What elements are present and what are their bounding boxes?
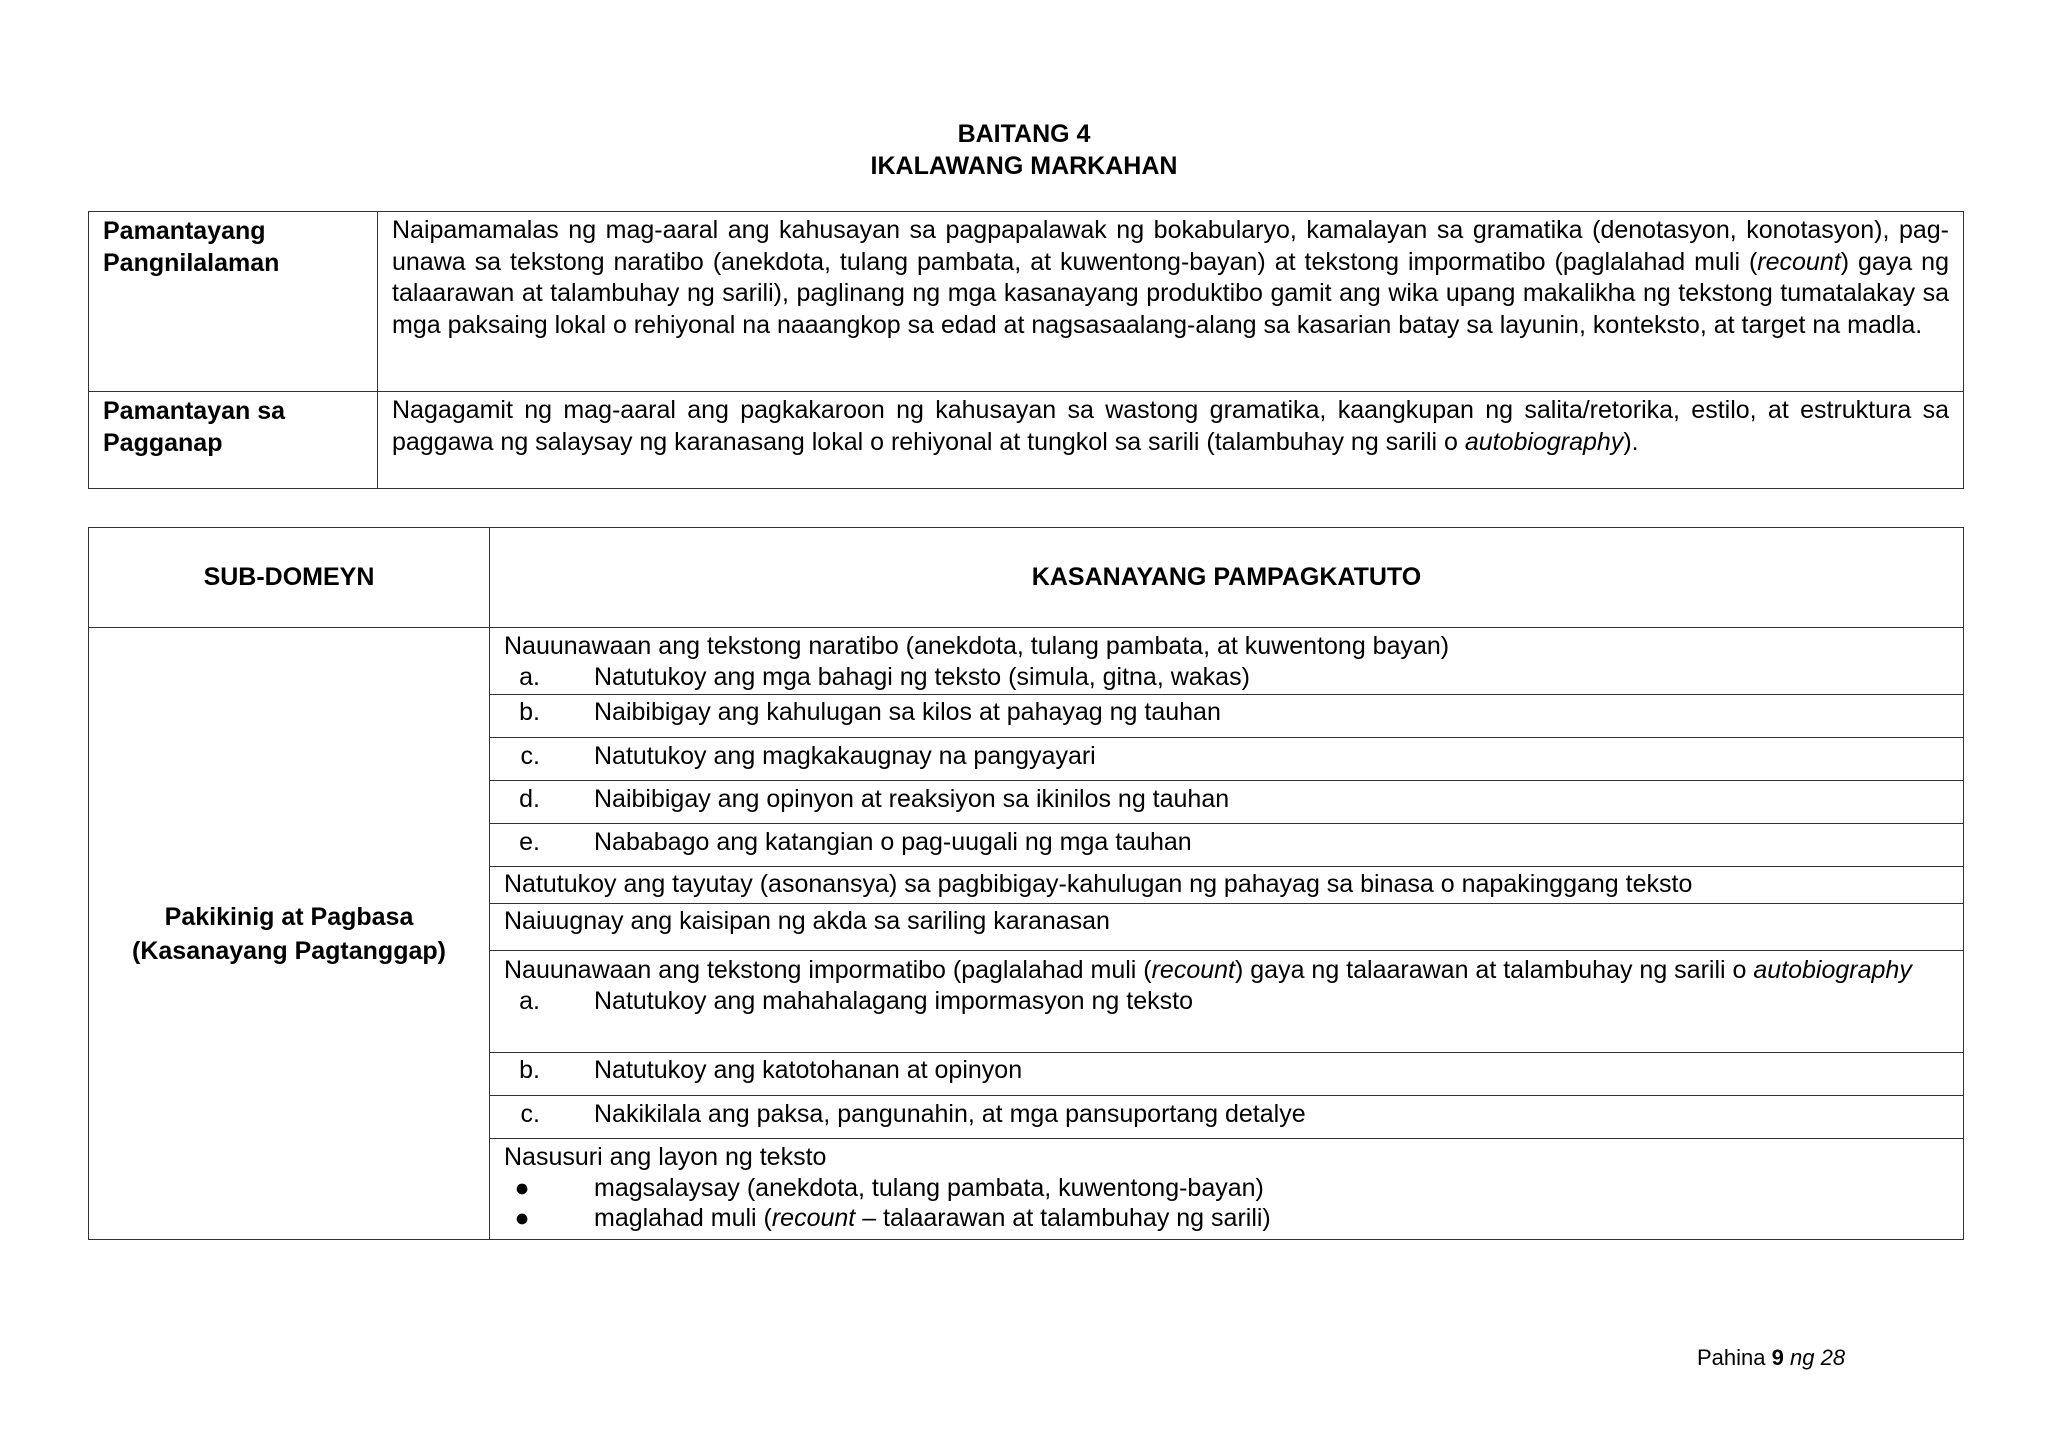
competency-cell	[490, 1053, 1964, 1096]
competency-header: KASANAYANG PAMPAGKATUTO	[490, 528, 1964, 628]
list-item: ● magsalaysay (anekdota, tulang pambata, kuwentong-bayan)	[514, 1174, 1264, 1202]
list-item: ● maglahad muli (recount – talaarawan at talambuhay ng sarili)	[514, 1204, 1271, 1232]
performance-standard-text: Nagagamit ng mag-aaral ang pagkakaroon ng kahusayan sa wastong gramatika, kaangkupan ng salita/retorika, estilo, at estruktura sa paggawa ng salaysay ng karanasang lokal o rehiyonal at tungkol sa sarili (talambuhay ng sarili o autobiography).	[378, 392, 1964, 489]
list-item: a. Natutukoy ang mga bahagi ng teksto (simula, gitna, wakas)	[519, 663, 1250, 691]
list-item: c. Nakikilala ang paksa, pangunahin, at mga pansuportang detalye	[520, 1100, 1306, 1128]
list-item: c. Natutukoy ang magkakaugnay na pangyayari	[520, 742, 1096, 770]
competency-intro: Nasusuri ang layon ng teksto	[504, 1143, 827, 1171]
grade-title: BAITANG 4	[957, 120, 1091, 148]
competency-cell: Naiuugnay ang kaisipan ng akda sa sariling karanasan	[490, 904, 1964, 951]
competency-cell	[490, 781, 1964, 824]
competency-cell	[490, 1139, 1964, 1240]
content-standard-text: Naipamamalas ng mag-aaral ang kahusayan sa pagpapalawak ng bokabularyo, kamalayan sa gramatika (denotasyon, konotasyon), pag-unawa sa tekstong naratibo (anekdota, tulang pambata, at kuwentong-bayan) at tekstong impormatibo (paglalahad muli (recount) gaya ng talaarawan at talambuhay ng sarili), paglinang ng mga kasanayang produktibo gamit ang wika upang makalikha ng tekstong tumatalakay sa mga paksaing lokal o rehiyonal na naaangkop sa edad at nagsasaalang-alang sa kasarian batay sa layunin, konteksto, at target na madla.	[378, 212, 1964, 392]
competency-table	[88, 527, 1964, 1240]
competency-cell	[490, 628, 1964, 695]
standards-table	[88, 211, 1964, 489]
table-header-row	[89, 528, 1964, 628]
list-item: b. Natutukoy ang katotohanan at opinyon	[519, 1056, 1023, 1084]
competency-intro: Nauunawaan ang tekstong naratibo (anekdota, tulang pambata, at kuwentong bayan)	[504, 632, 1450, 660]
competency-cell	[490, 824, 1964, 867]
list-item: e. Nababago ang katangian o pag-uugali ng mga tauhan	[519, 828, 1192, 856]
content-standard-row	[89, 212, 1964, 392]
list-item: a. Natutukoy ang mahahalagang impormasyon ng teksto	[519, 987, 1193, 1015]
competency-intro: Nauunawaan ang tekstong impormatibo (paglalahad muli (recount) gaya ng talaarawan at talambuhay ng sarili o autobiography	[504, 956, 1912, 984]
list-item: b. Naibibigay ang kahulugan sa kilos at pahayag ng tauhan	[519, 698, 1221, 726]
page-number: Pahina 9 ng 28	[1697, 1345, 1846, 1370]
list-item: d. Naibibigay ang opinyon at reaksiyon sa ikinilos ng tauhan	[519, 785, 1230, 813]
subdomain-cell	[89, 628, 490, 1240]
competency-cell	[490, 738, 1964, 781]
subdomain-name: Pakikinig at Pagbasa	[164, 902, 414, 931]
competency-cell: Natutukoy ang tayutay (asonansya) sa pagbibigay-kahulugan ng pahayag sa binasa o napakinggang teksto	[490, 867, 1964, 904]
quarter-title: IKALAWANG MARKAHAN	[870, 152, 1178, 180]
competency-cell	[490, 1096, 1964, 1139]
performance-standard-label: Pamantayan sa Pagganap	[89, 392, 378, 489]
table-row	[89, 628, 1964, 695]
competency-cell	[490, 951, 1964, 1053]
content-standard-label: Pamantayang Pangnilalaman	[89, 212, 378, 392]
performance-standard-row	[89, 392, 1964, 489]
subdomain-type: (Kasanayang Pagtanggap)	[132, 936, 446, 965]
competency-cell	[490, 695, 1964, 738]
subdomain-header: SUB-DOMEYN	[89, 528, 490, 628]
